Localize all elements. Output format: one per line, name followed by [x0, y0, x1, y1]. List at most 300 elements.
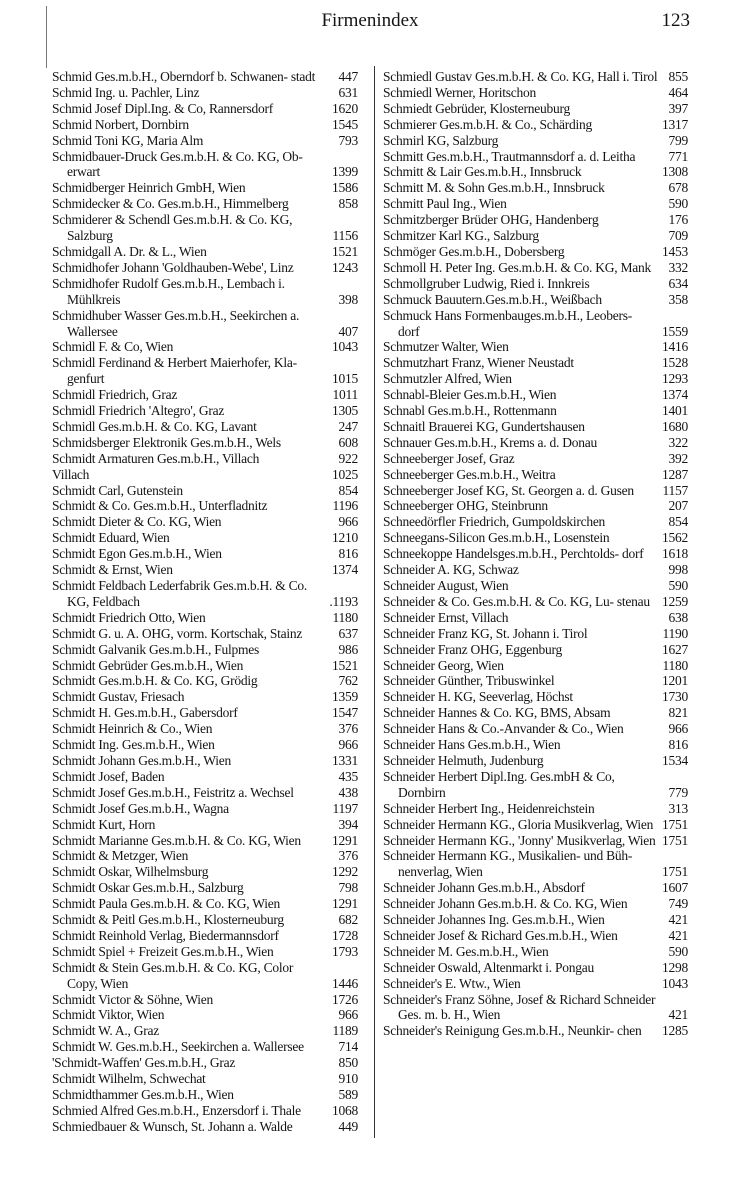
entry-number: 1291: [332, 832, 358, 848]
index-entry: [52, 721, 358, 737]
company-name: Schneider Hans & Co.-Anvander & Co., Wien: [383, 721, 624, 737]
company-name: Schneider August, Wien: [383, 578, 509, 593]
entry-number: 1043: [332, 339, 358, 355]
index-entry: [383, 180, 688, 196]
index-entry: [52, 1087, 358, 1103]
entry-number: 394: [338, 816, 358, 832]
company-name: Schneider Franz KG, St. Johann i. Tirol: [383, 625, 588, 641]
entry-number: 779: [668, 784, 688, 800]
company-name: Schneider & Co. Ges.m.b.H. & Co. KG, Lu- stenau: [383, 593, 650, 609]
entry-number: 207: [668, 498, 688, 514]
index-entry: [52, 912, 358, 928]
entry-number: 1620: [332, 100, 358, 116]
index-entry: [52, 260, 358, 276]
entry-number: 1446: [332, 975, 358, 991]
company-name: Schmidt Egon Ges.m.b.H., Wien: [52, 546, 222, 562]
company-name: Schmidl Friedrich 'Altegro', Graz: [52, 403, 225, 419]
page-title: Firmenindex: [321, 10, 419, 31]
entry-number: 1190: [662, 625, 688, 641]
entry-number: 850: [338, 1055, 358, 1071]
entry-number: 634: [668, 275, 688, 291]
company-name: Schmid Toni KG, Maria Alm: [52, 132, 204, 148]
company-name: Schmidt W. A., Graz: [52, 1023, 159, 1039]
company-name: Schmoll H. Peter Ing. Ges.m.b.H. & Co. KG, Mank: [383, 259, 651, 275]
index-entry: [383, 308, 688, 340]
entry-number: 1521: [332, 243, 358, 259]
index-entry: [52, 833, 358, 849]
company-name: Schmidt Kurt, Horn: [52, 816, 156, 832]
company-name: Schneider Hans Ges.m.b.H., Wien: [383, 737, 561, 753]
entry-number: 398: [338, 291, 358, 307]
entry-number: 631: [338, 84, 358, 100]
index-entry: [52, 435, 358, 451]
company-name: Schmutzler Alfred, Wien: [383, 371, 512, 387]
company-name: Schmidecker & Co. Ges.m.b.H., Himmelberg: [52, 196, 289, 212]
index-entry: [52, 467, 358, 483]
company-name: Schmidt Gustav, Friesach: [52, 689, 185, 705]
company-name: Schmied Alfred Ges.m.b.H., Enzersdorf i. Thale: [52, 1102, 301, 1118]
index-entry: [383, 196, 688, 212]
entry-number: 376: [338, 721, 358, 737]
company-name: Schneider Günther, Tribuswinkel: [383, 673, 555, 689]
index-entry: [383, 260, 688, 276]
index-entry: [383, 721, 688, 737]
entry-number: 1793: [332, 943, 358, 959]
company-name: Schneider Franz OHG, Eggenburg: [383, 641, 562, 657]
index-entry: [52, 785, 358, 801]
entry-number: 1399: [332, 164, 358, 180]
entry-number: 1534: [662, 752, 688, 768]
entry-number: 998: [668, 562, 688, 578]
company-name: Schmidt Josef Ges.m.b.H., Wagna: [52, 800, 229, 816]
company-name: Schmutzhart Franz, Wiener Neustadt: [383, 355, 574, 371]
index-entry: [52, 1055, 358, 1071]
index-entry: [52, 133, 358, 149]
company-name: Schneider Georg, Wien: [383, 657, 504, 673]
company-name: Schneider's Reinigung Ges.m.b.H., Neunkir- chen: [383, 1023, 642, 1039]
entry-number: 854: [338, 482, 358, 498]
entry-number: 1317: [662, 116, 688, 132]
entry-number: 1547: [332, 705, 358, 721]
index-entry: [52, 817, 358, 833]
entry-number: 1627: [662, 641, 688, 657]
entry-number: 793: [338, 132, 358, 148]
entry-number: 590: [668, 578, 688, 593]
company-name: Schmidt Armaturen Ges.m.b.H., Villach: [52, 450, 260, 466]
company-name: Schmidberger Heinrich GmbH, Wien: [52, 180, 246, 196]
index-entry: [52, 451, 358, 467]
index-entry: [383, 514, 688, 530]
index-entry: [52, 514, 358, 530]
entry-number: 1730: [662, 689, 688, 705]
company-name: Schmidhofer Johann 'Goldhauben-Webe', Linz: [52, 259, 294, 275]
index-entry: [383, 848, 688, 880]
index-entry: [383, 562, 688, 578]
entry-number: 1618: [662, 546, 688, 562]
company-name: Schmitt M. & Sohn Ges.m.b.H., Innsbruck: [383, 180, 605, 196]
entry-number: 1586: [332, 180, 358, 196]
index-entry: [52, 642, 358, 658]
index-entry: [383, 292, 688, 308]
company-name: Schneider Helmuth, Judenburg: [383, 752, 544, 768]
entry-number: 447: [338, 69, 358, 84]
company-name: Schmidt Friedrich Otto, Wien: [52, 609, 206, 625]
entry-number: 1374: [332, 562, 358, 578]
entry-number: 1374: [662, 387, 688, 403]
entry-number: 421: [668, 912, 688, 928]
company-name: Schneider Hermann KG., 'Jonny' Musikverlag, Wien: [383, 832, 656, 848]
index-entry: [383, 355, 688, 371]
index-entry: [52, 308, 358, 340]
index-entry: [383, 498, 688, 514]
index-entry: [383, 689, 688, 705]
entry-number: 1751: [662, 832, 688, 848]
entry-number: 855: [668, 69, 688, 84]
company-name: Schneeberger Josef KG, St. Georgen a. d. Gusen: [383, 482, 634, 498]
entry-number: 638: [668, 609, 688, 625]
company-name: Schmutzer Walter, Wien: [383, 339, 509, 355]
column-divider: [374, 66, 375, 1138]
index-entry: [383, 133, 688, 149]
index-entry: [52, 960, 358, 992]
entry-number: 313: [668, 800, 688, 816]
index-entry: [52, 992, 358, 1008]
company-name: Schmidt G. u. A. OHG, vorm. Kortschak, Stainz: [52, 625, 303, 641]
index-entry: [52, 276, 358, 308]
company-name: Schmidt H. Ges.m.b.H., Gabersdorf: [52, 705, 238, 721]
company-name: Schnaitl Brauerei KG, Gundertshausen: [383, 418, 585, 434]
entry-number: 1285: [662, 1023, 688, 1039]
index-entry: [383, 164, 688, 180]
index-entry: [383, 117, 688, 133]
entry-number: 1068: [332, 1102, 358, 1118]
company-name: Schmitt & Lair Ges.m.b.H., Innsbruck: [383, 164, 582, 180]
company-name: Schmiedbauer & Wunsch, St. Johann a. Walde: [52, 1118, 293, 1134]
company-name: Schmidt Heinrich & Co., Wien: [52, 721, 213, 737]
index-entry: [52, 944, 358, 960]
index-entry: [52, 689, 358, 705]
entry-number: 322: [668, 434, 688, 450]
company-name: Schneeberger Josef, Graz: [383, 450, 515, 466]
entry-number: 966: [338, 737, 358, 753]
index-entry: [383, 817, 688, 833]
entry-number: 1210: [332, 530, 358, 546]
index-entry: [383, 992, 688, 1024]
company-name: Schneider Hermann KG., Gloria Musikverlag, Wien: [383, 816, 654, 832]
entry-number: 799: [668, 132, 688, 148]
company-name: Schnabl Ges.m.b.H., Rottenmann: [383, 403, 557, 419]
company-name: Schneider Hermann KG., Musikalien- und Büh- nenverlag, Wien: [383, 848, 633, 880]
company-name: Schmiedl Werner, Horitschon: [383, 84, 536, 100]
entry-number: 176: [668, 212, 688, 228]
entry-number: 854: [668, 514, 688, 530]
entry-number: 1201: [662, 673, 688, 689]
entry-number: 358: [668, 291, 688, 307]
index-entry: [383, 753, 688, 769]
entry-number: 816: [668, 737, 688, 753]
company-name: Schmidt Galvanik Ges.m.b.H., Fulpmes: [52, 641, 259, 657]
index-entry: [383, 483, 688, 499]
index-entry: [383, 419, 688, 435]
company-name: Schnabl-Bleier Ges.m.b.H., Wien: [383, 387, 557, 403]
company-name: Schmidt & Metzger, Wien: [52, 848, 189, 864]
entry-number: 1559: [662, 323, 688, 339]
entry-number: 966: [668, 721, 688, 737]
entry-number: 435: [338, 768, 358, 784]
index-entry: [383, 276, 688, 292]
company-name: Schmirl KG, Salzburg: [383, 132, 499, 148]
entry-number: 438: [338, 784, 358, 800]
entry-number: 771: [668, 148, 688, 164]
index-entry: [383, 769, 688, 801]
company-name: Schmidt Paula Ges.m.b.H. & Co. KG, Wien: [52, 896, 280, 912]
index-entry: [383, 896, 688, 912]
company-name: Schmidt Wilhelm, Schwechat: [52, 1071, 206, 1087]
company-name: Schmidt Ges.m.b.H. & Co. KG, Grödig: [52, 673, 258, 689]
company-name: Schmidt & Co. Ges.m.b.H., Unterfladnitz: [52, 498, 268, 514]
entry-number: 1015: [332, 371, 358, 387]
company-name: Schneider Johannes Ing. Ges.m.b.H., Wien: [383, 912, 605, 928]
company-name: Schneegans-Silicon Ges.m.b.H., Losenstein: [383, 530, 610, 546]
company-name: Schmid Ing. u. Pachler, Linz: [52, 84, 200, 100]
company-name: Schmidt & Stein Ges.m.b.H. & Co. KG, Color Copy, Wien: [52, 959, 294, 991]
entry-number: 910: [338, 1071, 358, 1087]
index-entry: [52, 737, 358, 753]
entry-number: 449: [338, 1118, 358, 1134]
index-entry: [383, 626, 688, 642]
company-name: Schmitt Paul Ing., Wien: [383, 196, 507, 212]
entry-number: 678: [668, 180, 688, 196]
index-entry: [52, 864, 358, 880]
entry-number: 1562: [662, 530, 688, 546]
entry-number: 1607: [662, 880, 688, 896]
company-name: Schneider Johann Ges.m.b.H. & Co. KG, Wien: [383, 896, 628, 912]
entry-number: 1308: [662, 164, 688, 180]
index-entry: [52, 387, 358, 403]
index-entry: [383, 387, 688, 403]
index-entry: [52, 498, 358, 514]
company-name: Schmiedt Gebrüder, Klosterneuburg: [383, 100, 571, 116]
index-entry: [383, 578, 688, 594]
entry-number: 798: [338, 880, 358, 896]
entry-number: 1751: [662, 864, 688, 880]
company-name: Schneider Josef & Richard Ges.m.b.H., Wien: [383, 927, 618, 943]
company-name: Schneider Herbert Dipl.Ing. Ges.mbH & Co, Dornbirn: [383, 768, 615, 800]
entry-number: 1180: [332, 609, 358, 625]
entry-number: 590: [668, 943, 688, 959]
index-entry: [383, 976, 688, 992]
entry-number: 714: [338, 1039, 358, 1055]
entry-number: 682: [338, 912, 358, 928]
index-entry: [383, 371, 688, 387]
index-entry: [383, 467, 688, 483]
entry-number: 1011: [332, 387, 358, 403]
index-entry: [383, 85, 688, 101]
entry-number: 421: [668, 1007, 688, 1023]
index-entry: [383, 610, 688, 626]
index-entry: [383, 594, 688, 610]
index-entry: [383, 149, 688, 165]
index-entry: [52, 530, 358, 546]
index-entry: [383, 705, 688, 721]
company-name: Schmidt Marianne Ges.m.b.H. & Co. KG, Wien: [52, 832, 301, 848]
page-number: 123: [661, 10, 690, 31]
index-entry: [383, 673, 688, 689]
index-entry: [52, 769, 358, 785]
index-entry: [52, 85, 358, 101]
entry-number: 247: [338, 418, 358, 434]
company-name: Schneider M. Ges.m.b.H., Wien: [383, 943, 549, 959]
index-entry: [52, 117, 358, 133]
entry-number: 1726: [332, 991, 358, 1007]
index-entry: [52, 403, 358, 419]
index-entry: [383, 451, 688, 467]
entry-number: 1292: [332, 864, 358, 880]
entry-number: 1453: [662, 243, 688, 259]
entry-number: 332: [668, 259, 688, 275]
right-column: [383, 69, 688, 1039]
company-name: Schmidt Dieter & Co. KG, Wien: [52, 514, 222, 530]
company-name: Schmidl Ges.m.b.H. & Co. KG, Lavant: [52, 418, 257, 434]
index-entry: [383, 833, 688, 849]
company-name: Schneider Johann Ges.m.b.H., Absdorf: [383, 880, 585, 896]
index-entry: [52, 753, 358, 769]
entry-number: 816: [338, 546, 358, 562]
index-entry: [383, 435, 688, 451]
index-entry: [52, 658, 358, 674]
index-entry: [52, 705, 358, 721]
index-entry: [383, 403, 688, 419]
index-entry: [52, 1071, 358, 1087]
index-entry: [52, 626, 358, 642]
entry-number: 1025: [332, 466, 358, 482]
index-entry: [383, 244, 688, 260]
index-entry: [52, 212, 358, 244]
company-name: Schmiedl Gustav Ges.m.b.H. & Co. KG, Hall i. Tirol: [383, 69, 658, 84]
entry-number: 1416: [662, 339, 688, 355]
entry-number: 1180: [662, 657, 688, 673]
company-name: Schneider Ernst, Villach: [383, 609, 509, 625]
company-name: Schmidt Feldbach Lederfabrik Ges.m.b.H. & Co. KG, Feldbach: [52, 578, 307, 609]
entry-number: 1043: [662, 975, 688, 991]
index-entry: [52, 196, 358, 212]
entry-number: 1545: [332, 116, 358, 132]
company-name: Schmöger Ges.m.b.H., Dobersberg: [383, 243, 565, 259]
entry-number: 1298: [662, 959, 688, 975]
entry-number: 407: [338, 323, 358, 339]
company-name: Schmidt Oskar, Wilhelmsburg: [52, 864, 209, 880]
company-name: Schneedörfler Friedrich, Gumpoldskirchen: [383, 514, 606, 530]
company-name: Schneider's E. Wtw., Wien: [383, 975, 521, 991]
entry-number: 1728: [332, 927, 358, 943]
index-entry: [52, 880, 358, 896]
entry-number: 1259: [662, 593, 688, 609]
entry-number: 1401: [662, 403, 688, 419]
company-name: Schneider Hannes & Co. KG, BMS, Absam: [383, 705, 611, 721]
company-name: Schmidbauer-Druck Ges.m.b.H. & Co. KG, Ob- erwart: [52, 148, 303, 180]
company-name: Schmidgall A. Dr. & L., Wien: [52, 243, 207, 259]
index-entry: [383, 212, 688, 228]
entry-number: 421: [668, 927, 688, 943]
index-entry: [52, 339, 358, 355]
company-name: Schmidt Spiel + Freizeit Ges.m.b.H., Wien: [52, 943, 274, 959]
company-name: Schneider Oswald, Altenmarkt i. Pongau: [383, 959, 594, 975]
index-entry: [52, 149, 358, 181]
company-name: Schneider A. KG, Schwaz: [383, 562, 519, 578]
index-entry: [383, 228, 688, 244]
entry-number: 966: [338, 1007, 358, 1023]
company-name: Schmidl Ferdinand & Herbert Maierhofer, Kla- genfurt: [52, 355, 297, 387]
entry-number: 1189: [332, 1023, 358, 1039]
entry-number: 397: [668, 100, 688, 116]
index-entry: [383, 944, 688, 960]
index-entry: [52, 673, 358, 689]
company-name: Schmollgruber Ludwig, Ried i. Innkreis: [383, 275, 590, 291]
company-name: Schneider's Franz Söhne, Josef & Richard Schneider Ges. m. b. H., Wien: [383, 991, 656, 1023]
company-name: Schmidhofer Rudolf Ges.m.b.H., Lembach i. Mühlkreis: [52, 275, 285, 307]
company-name: Schneider Herbert Ing., Heidenreichstein: [383, 800, 595, 816]
index-entry: [52, 928, 358, 944]
index-entry: [52, 419, 358, 435]
entry-number: 590: [668, 196, 688, 212]
entry-number: 762: [338, 673, 358, 689]
company-name: Schmiderer & Schendl Ges.m.b.H. & Co. KG, Salzburg: [52, 212, 293, 244]
index-entry: [383, 530, 688, 546]
entry-number: 821: [668, 705, 688, 721]
entry-number: 1291: [332, 896, 358, 912]
company-name: Schneeberger OHG, Steinbrunn: [383, 498, 548, 514]
entry-number: 1287: [662, 466, 688, 482]
index-entry: [52, 101, 358, 117]
entry-number: 376: [338, 848, 358, 864]
index-entry: [52, 610, 358, 626]
entry-number: 392: [668, 450, 688, 466]
company-name: 'Schmidt-Waffen' Ges.m.b.H., Graz: [52, 1055, 236, 1071]
index-entry: [52, 578, 358, 610]
index-entry: [383, 546, 688, 562]
entry-number: 1331: [332, 752, 358, 768]
entry-number: 1751: [662, 816, 688, 832]
entry-number: 1521: [332, 657, 358, 673]
company-name: Schmidt Viktor, Wien: [52, 1007, 165, 1023]
company-name: Schmidhuber Wasser Ges.m.b.H., Seekirchen a. Wallersee: [52, 307, 300, 339]
company-name: Schmidt Gebrüder Ges.m.b.H., Wien: [52, 657, 244, 673]
company-name: Schmidt Oskar Ges.m.b.H., Salzburg: [52, 880, 244, 896]
entry-number: .1193: [329, 593, 358, 609]
company-name: Schmidt Josef, Baden: [52, 768, 165, 784]
company-name: Schneider H. KG, Seeverlag, Höchst: [383, 689, 573, 705]
company-name: Schnauer Ges.m.b.H., Krems a. d. Donau: [383, 434, 597, 450]
entry-number: 986: [338, 641, 358, 657]
company-name: Villach: [52, 466, 90, 482]
index-entry: [383, 928, 688, 944]
left-column: [52, 69, 358, 1135]
entry-number: 922: [338, 450, 358, 466]
company-name: Schmidt Carl, Gutenstein: [52, 482, 183, 498]
company-name: Schmierer Ges.m.b.H. & Co., Schärding: [383, 116, 592, 132]
entry-number: 1680: [662, 418, 688, 434]
company-name: Schmidsberger Elektronik Ges.m.b.H., Wels: [52, 434, 281, 450]
index-entry: [52, 896, 358, 912]
company-name: Schmidt Eduard, Wien: [52, 530, 170, 546]
company-name: Schmidt & Ernst, Wien: [52, 562, 173, 578]
entry-number: 1157: [662, 482, 688, 498]
company-name: Schneekoppe Handelsges.m.b.H., Perchtolds- dorf: [383, 546, 644, 562]
index-entry: [383, 339, 688, 355]
index-entry: [52, 1039, 358, 1055]
entry-number: 608: [338, 434, 358, 450]
index-entry: [52, 69, 358, 85]
